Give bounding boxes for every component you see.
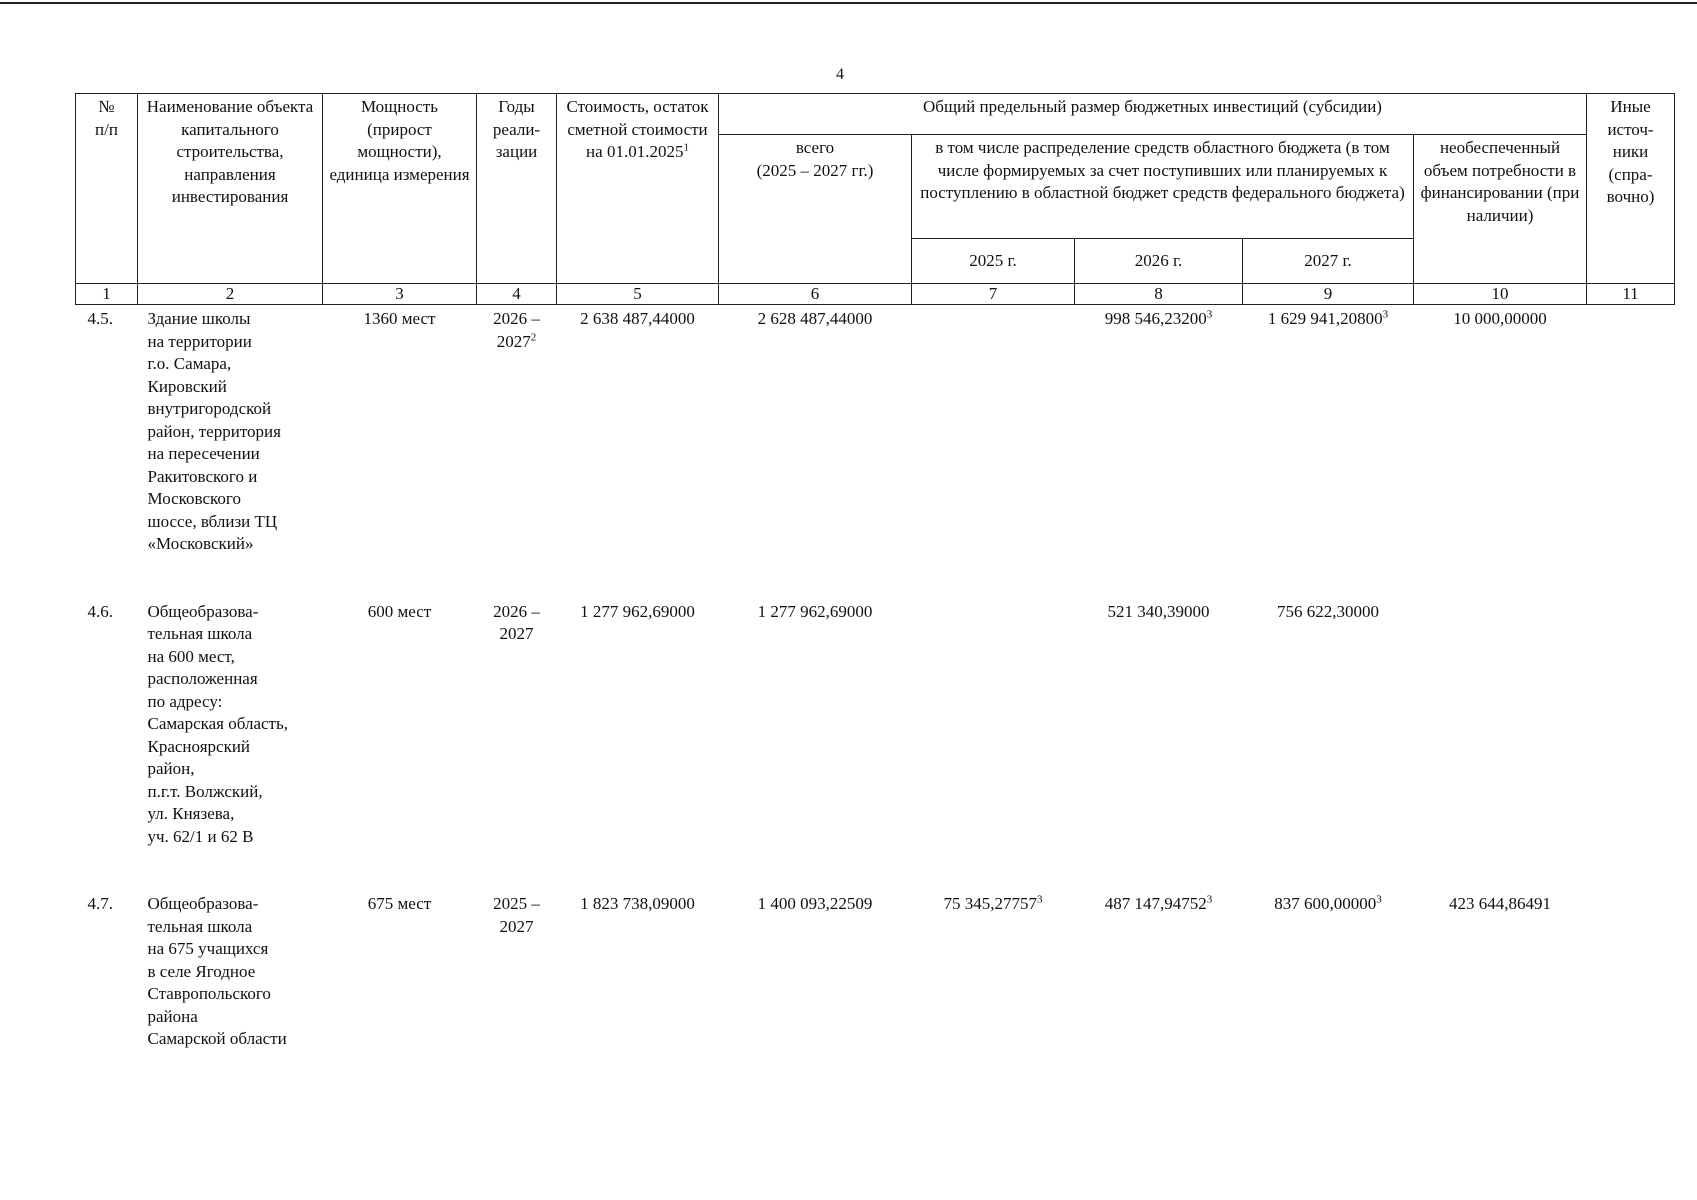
header-total-budget-group: Общий предельный размер бюджетных инвестиций (субсидии) <box>719 94 1587 135</box>
row-number: 4.5. <box>87 309 113 328</box>
implementation-years: 2026 – 2027$^2$ <box>493 309 540 351</box>
row-number: 4.7. <box>87 894 113 913</box>
footnote-mark: 3 <box>1206 308 1213 321</box>
header-years: Годы реали-зации <box>477 94 557 284</box>
footnote-mark: 2 <box>530 330 537 343</box>
column-number-row <box>76 284 1675 305</box>
other-sources-value <box>1587 890 1675 1053</box>
top-border-line <box>0 2 1697 4</box>
header-cost-footnote: 1 <box>683 141 689 154</box>
table-row <box>76 305 1675 598</box>
total-value: 1 400 093,22509 <box>757 894 873 913</box>
footnote-mark: 3 <box>1037 893 1043 906</box>
table-row <box>76 890 1675 1053</box>
column-number: 11 <box>1587 284 1675 305</box>
object-name: Общеобразова- тельная школа на 600 мест, расположенная по адресу: Самарская область, Красноярский район, п.г.т. Волжский, ул. Князева, уч. 62/1 и 62 В <box>147 601 288 846</box>
column-number: 1 <box>76 284 138 305</box>
header-capacity: Мощность (прирост мощности), единица измерения <box>323 94 477 284</box>
footnote-mark: 3 <box>1382 308 1389 321</box>
column-number: 8 <box>1075 284 1243 305</box>
column-number: 10 <box>1414 284 1587 305</box>
cost-value: 1 277 962,69000 <box>580 601 695 621</box>
column-number: 6 <box>719 284 912 305</box>
year-2027-value: 837 600,00000$^3$ <box>1274 893 1382 913</box>
header-year-2026: 2026 г. <box>1075 239 1243 284</box>
header-year-2025: 2025 г. <box>912 239 1075 284</box>
object-name: Здание школы на территории г.о. Самара, Кировский внутригородской район, территория на пересечении Ракитовского и Московского шоссе, вблизи ТЦ «Московский» <box>147 309 281 553</box>
capacity: 675 мест <box>367 894 432 913</box>
footnote-mark: 3 <box>1376 893 1382 906</box>
year-2027-value: 1 629 941,20800$^3$ <box>1267 308 1389 328</box>
year-2026-value: 998 546,23200$^3$ <box>1104 308 1213 328</box>
investment-table-sheet <box>75 93 1675 1053</box>
total-value: 1 277 962,69000 <box>757 601 873 621</box>
capacity: 600 мест <box>367 601 432 621</box>
year-2025-value <box>912 305 1075 598</box>
year-2026-value: 521 340,39000 <box>1107 601 1210 621</box>
year-2027-value: 756 622,30000 <box>1277 601 1379 621</box>
footnote-mark: 3 <box>1206 893 1213 906</box>
column-number: 9 <box>1243 284 1414 305</box>
header-cost: Стоимость, остаток сметной стоимости на 01.01.2025$^1$ <box>557 94 719 284</box>
header-unsecured: необеспеченный объем потребности в финансировании (при наличии) <box>1414 135 1587 284</box>
year-2025-value: 75 345,27757$^3$ <box>943 893 1043 913</box>
year-2025-value <box>912 598 1075 891</box>
cost-value: 1 823 738,09000 <box>580 894 695 913</box>
header-object-name: Наименование объекта капитального строительства, направления инвестирования <box>138 94 323 284</box>
unsecured-value <box>1414 598 1587 891</box>
capacity: 1360 мест <box>363 309 436 328</box>
investment-table <box>75 93 1675 1053</box>
column-number: 7 <box>912 284 1075 305</box>
header-number: № п/п <box>76 94 138 284</box>
column-number: 5 <box>557 284 719 305</box>
object-name: Общеобразова- тельная школа на 675 учащихся в селе Ягодное Ставропольского района Самарской области <box>147 894 287 1048</box>
unsecured-value: 423 644,86491 <box>1449 894 1551 913</box>
header-total: всего (2025 – 2027 гг.) <box>719 135 912 284</box>
header-year-2027: 2027 г. <box>1243 239 1414 284</box>
header-other-sources: Иные источ-ники (спра-вочно) <box>1587 94 1675 284</box>
cost-value: 2 638 487,44000 <box>580 309 695 328</box>
year-2026-value: 487 147,94752$^3$ <box>1104 893 1213 913</box>
column-number: 2 <box>138 284 323 305</box>
implementation-years: 2025 – 2027 <box>493 894 540 936</box>
page-number: 4 <box>836 66 844 83</box>
table-row <box>76 598 1675 891</box>
unsecured-value: 10 000,00000 <box>1453 309 1547 328</box>
column-number: 4 <box>477 284 557 305</box>
implementation-years: 2026 – 2027 <box>493 601 540 643</box>
other-sources-value <box>1587 598 1675 891</box>
total-value: 2 628 487,44000 <box>757 309 873 328</box>
column-number: 3 <box>323 284 477 305</box>
row-number: 4.6. <box>87 601 113 621</box>
header-regional-group: в том числе распределение средств областного бюджета (в том числе формируемых за счет поступивших или планируемых к поступлению в областной бюджет средств федерального бюджета) <box>912 135 1414 239</box>
other-sources-value <box>1587 305 1675 598</box>
